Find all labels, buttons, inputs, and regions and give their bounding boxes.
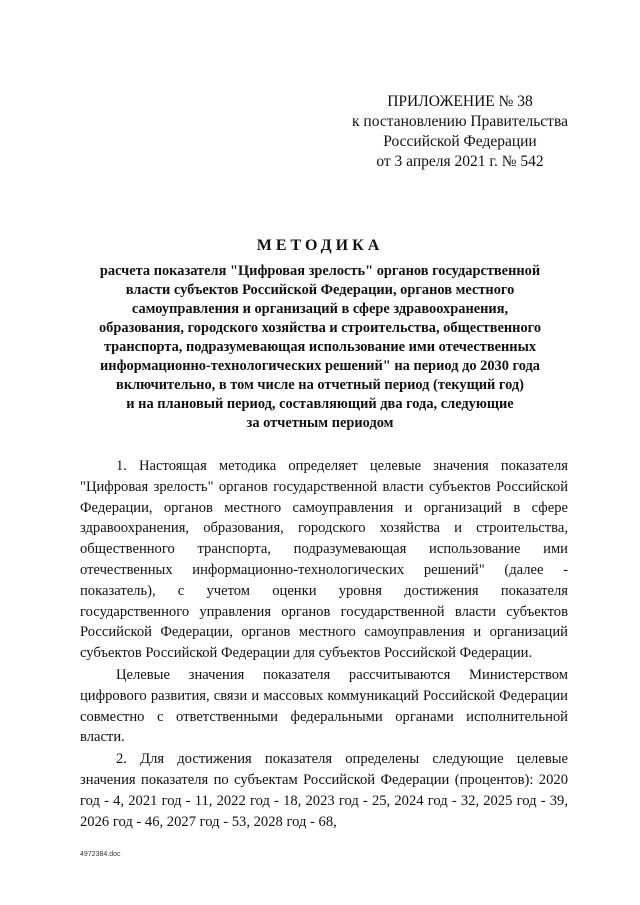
subtitle-line: за отчетным периодом xyxy=(246,415,394,431)
document-title: МЕТОДИКА xyxy=(256,237,384,254)
document-body xyxy=(80,456,568,832)
subtitle-line: и на плановый период, составляющий два года, следующие xyxy=(126,396,514,412)
document-subtitle xyxy=(70,262,570,433)
subtitle-line: информационно-технологических решений" на период до 2030 года xyxy=(100,358,540,374)
appendix-authority: Российской Федерации xyxy=(383,133,537,150)
paragraph-3: 2. Для достижения показателя определены следующие целевые значения показателя по субъектам Российской Федерации (процентов): 2020 год - 4, 2021 год - 11, 2022 год - 18, 2023 год - 25, 2024 год - 32, 2025 год - 39, 2026 год - 46, 2027 год - 53, 2028 год - 68, xyxy=(80,751,568,830)
subtitle-line: транспорта, подразумевающая использование ими отечественных xyxy=(103,339,537,355)
paragraph-2: Целевые значения показателя рассчитываются Министерством цифрового развития, связи и массовых коммуникаций Российской Федерации совместно с ответственными федеральными органами исполнительной власти. xyxy=(80,666,568,746)
appendix-number: ПРИЛОЖЕНИЕ № 38 xyxy=(387,93,533,110)
appendix-header xyxy=(330,92,590,172)
appendix-reference: к постановлению Правительства xyxy=(352,113,568,130)
subtitle-line: расчета показателя "Цифровая зрелость" органов государственной xyxy=(99,263,541,279)
file-name-footer: 4972384.doc xyxy=(80,851,121,858)
appendix-date-number: от 3 апреля 2021 г. № 542 xyxy=(376,153,544,170)
paragraph-1: 1. Настоящая методика определяет целевые значения показателя "Цифровая зрелость" органов государственной власти субъектов Российской Федерации, органов местного самоуправления и организаций в сфере здравоохранения, образования, городского хозяйства и строительства, общественного транспорта, подразумевающая использование ими отечественных информационно-технологических решений" (далее - показатель), с учетом оценки уровня достижения показателя государственного управления органов государственной власти субъектов Российской Федерации, органов местного самоуправления и организаций субъектов Российской Федерации для субъектов Российской Федерации. xyxy=(80,458,568,662)
subtitle-line: включительно, в том числе на отчетный период (текущий год) xyxy=(116,377,524,393)
subtitle-line: самоуправления и организаций в сфере здравоохранения, xyxy=(131,301,509,317)
subtitle-line: образования, городского хозяйства и строительства, общественного xyxy=(98,320,542,336)
subtitle-line: власти субъектов Российской Федерации, органов местного xyxy=(125,282,515,298)
